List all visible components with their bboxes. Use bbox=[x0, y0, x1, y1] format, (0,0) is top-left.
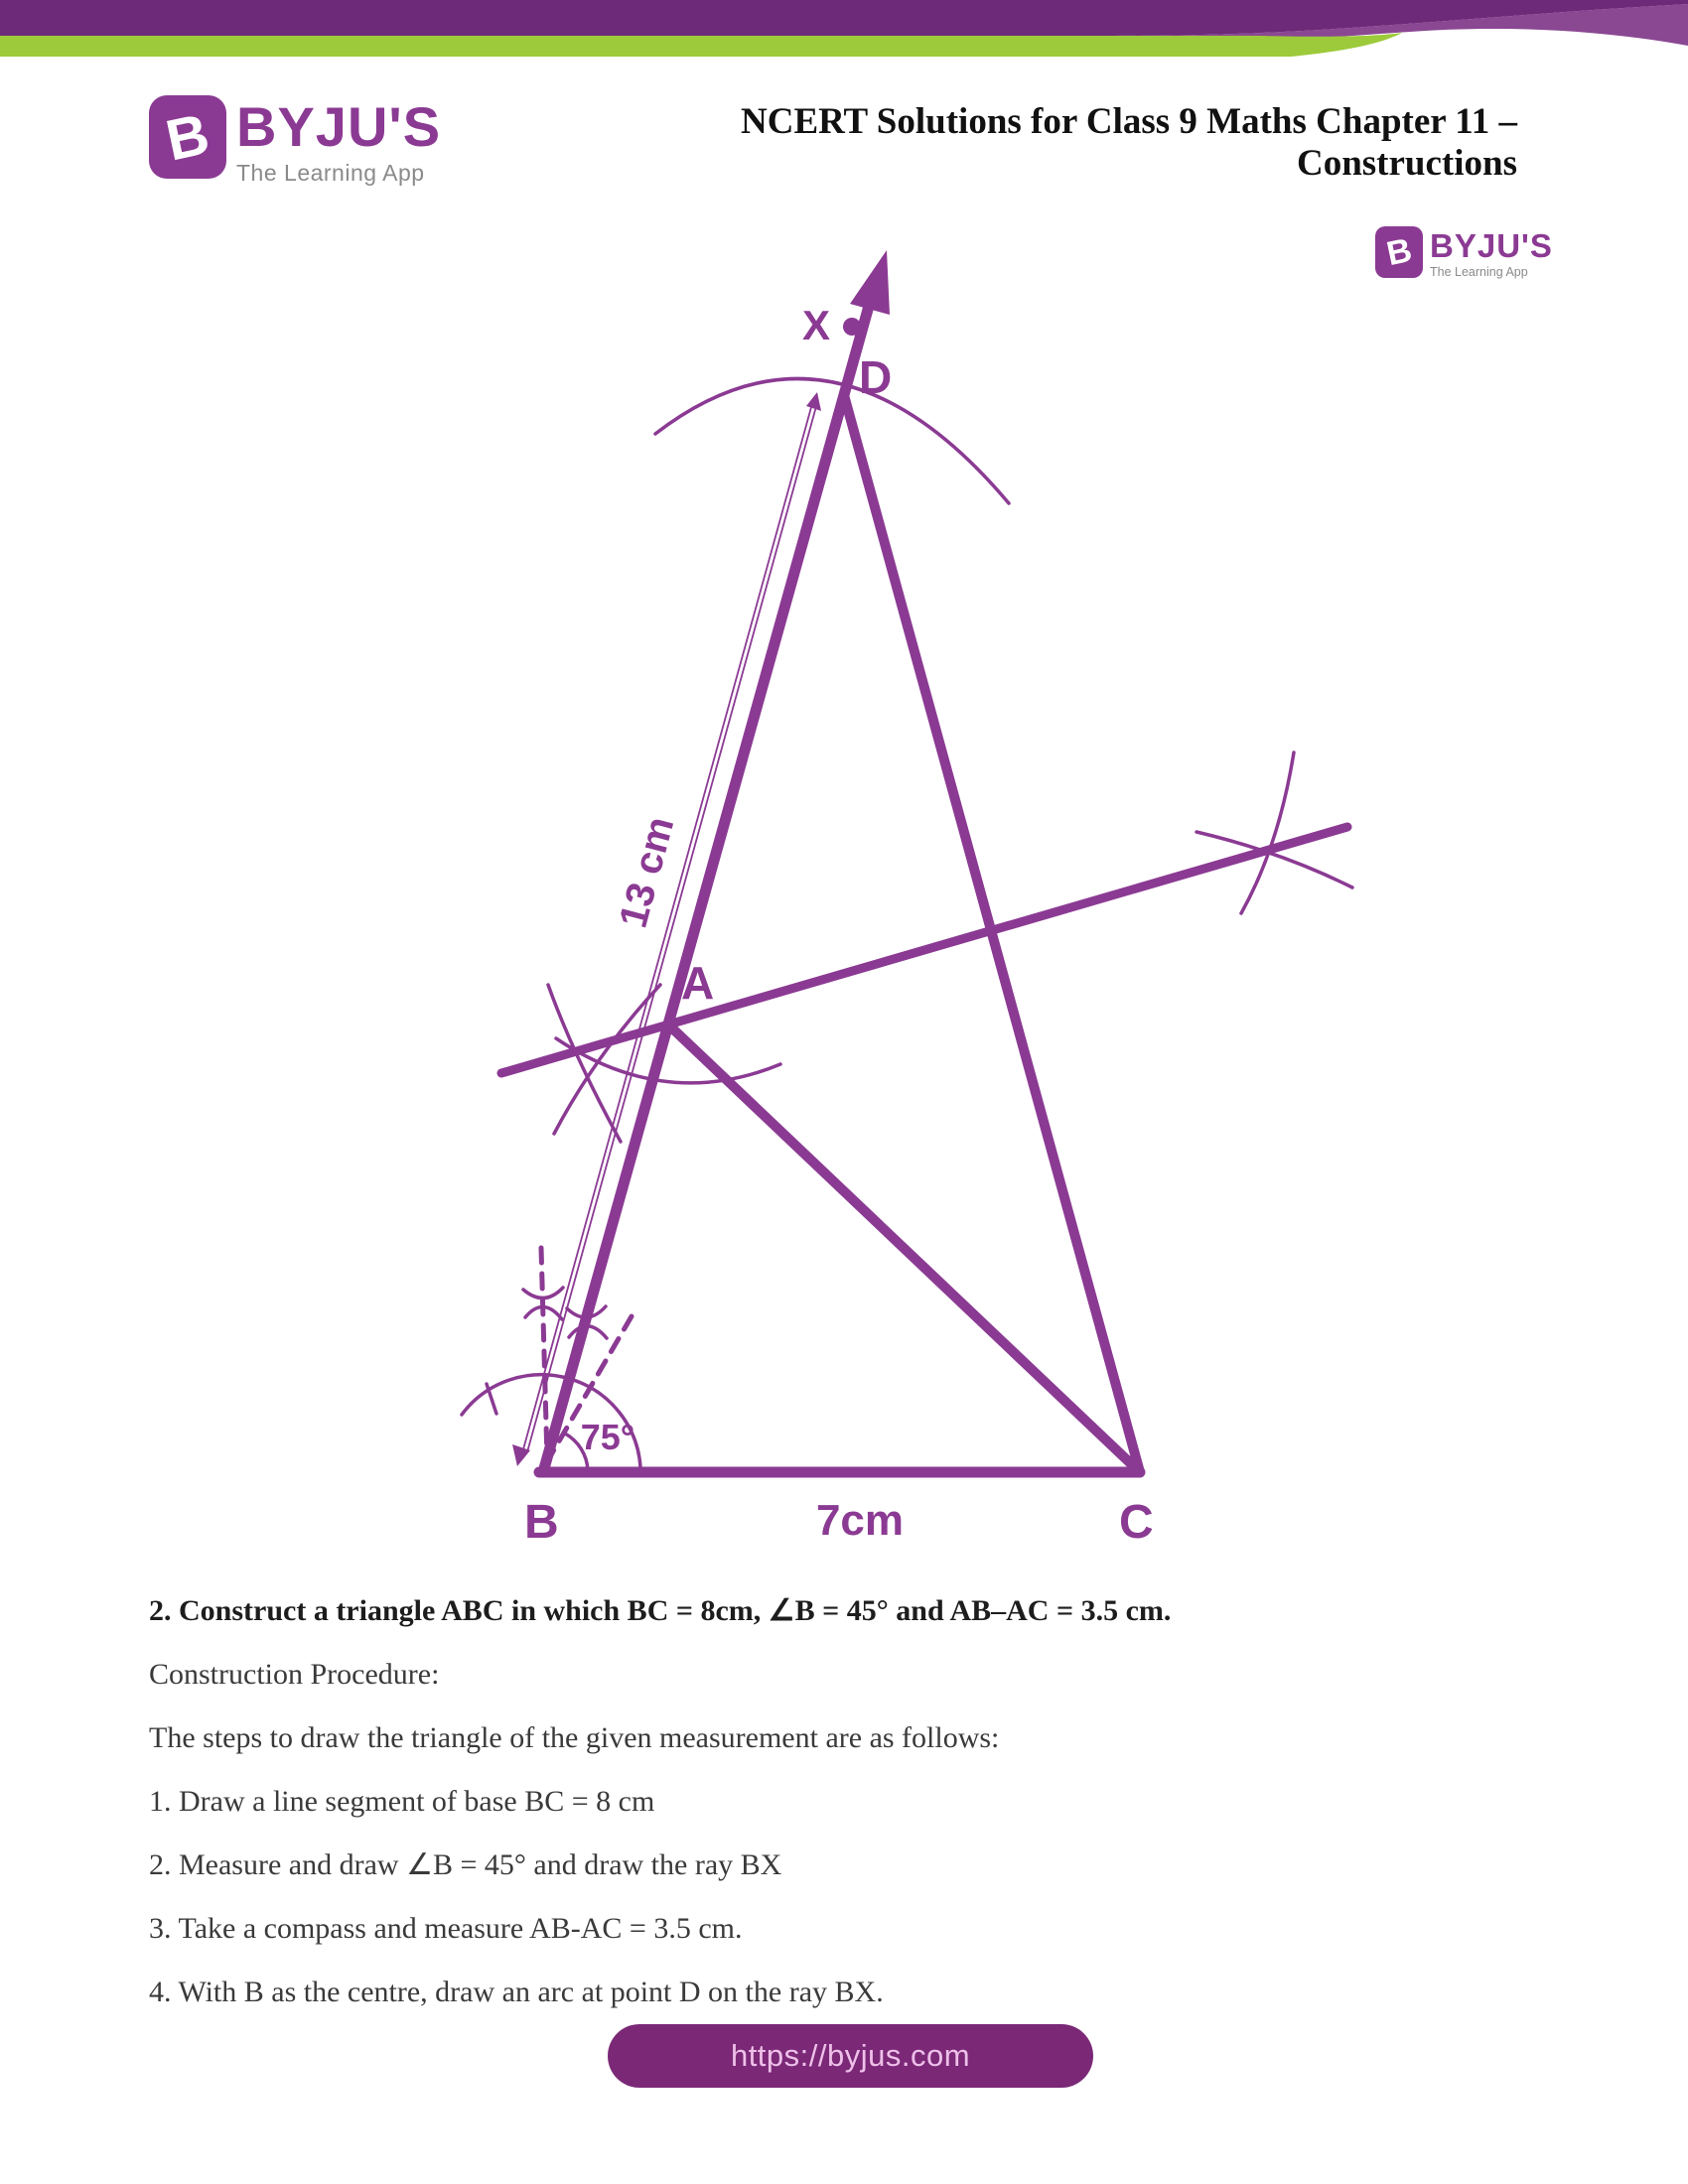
construction-arcs bbox=[462, 378, 1352, 1470]
byjus-corner-logo-letter: B bbox=[1382, 230, 1415, 273]
byjus-logo-icon bbox=[149, 95, 226, 179]
dashed-ray-90 bbox=[541, 1248, 547, 1458]
label-X: X bbox=[802, 302, 831, 348]
page-title-line2: Constructions bbox=[1296, 143, 1517, 184]
bisector-arc-A-1 bbox=[548, 985, 621, 1142]
ray-BX bbox=[543, 299, 871, 1472]
byjus-corner-logo-tagline: The Learning App bbox=[1430, 265, 1528, 279]
label-B: B bbox=[524, 1496, 559, 1549]
label-D: D bbox=[859, 351, 893, 403]
label-75deg: 75° bbox=[580, 1417, 635, 1457]
procedure-step-4: 4. With B as the centre, draw an arc at point D on the ray BX. bbox=[149, 1976, 884, 2008]
procedure-intro: The steps to draw the triangle of the given measurement are as follows: bbox=[149, 1721, 1000, 1754]
segment-AC bbox=[668, 1024, 1140, 1472]
point-X-dot bbox=[843, 318, 861, 336]
top-banner-decoration bbox=[0, 0, 1688, 69]
dimension-line-13cm bbox=[512, 392, 821, 1466]
banner-dark-purple-band bbox=[0, 0, 1688, 36]
byjus-corner-logo-name: BYJU'S bbox=[1430, 227, 1553, 264]
question-text: 2. Construct a triangle ABC in which BC = 8cm, ∠B = 45° and AB–AC = 3.5 cm. bbox=[149, 1594, 1172, 1627]
byjus-logo-letter: B bbox=[160, 100, 215, 174]
procedure-step-1: 1. Draw a line segment of base BC = 8 cm bbox=[149, 1785, 655, 1818]
solution-text bbox=[149, 1594, 1400, 2039]
dimension-arrow-top bbox=[806, 392, 821, 411]
procedure-step-2: 2. Measure and draw ∠B = 45° and draw the ray BX bbox=[149, 1848, 782, 1881]
byjus-logo-name: BYJU'S bbox=[236, 95, 442, 158]
ray-BX-arrowhead bbox=[850, 250, 890, 315]
page-title-line1: NCERT Solutions for Class 9 Maths Chapter 11 – bbox=[741, 101, 1517, 142]
bisector-arc-right-1 bbox=[1241, 752, 1294, 913]
byjus-logo-tagline: The Learning App bbox=[236, 160, 425, 186]
byjus-logo bbox=[149, 95, 441, 185]
dimension-arrow-bottom bbox=[512, 1444, 530, 1466]
label-A: A bbox=[681, 957, 715, 1009]
label-7cm: 7cm bbox=[815, 1496, 905, 1545]
procedure-step-3: 3. Take a compass and measure AB-AC = 3.5 cm. bbox=[149, 1912, 743, 1945]
label-C: C bbox=[1119, 1496, 1154, 1549]
footer-url-button[interactable] bbox=[608, 2024, 1093, 2088]
page-title bbox=[624, 101, 1517, 185]
footer-url-text: https://byjus.com bbox=[730, 2038, 971, 2073]
banner-green-band bbox=[0, 33, 1402, 57]
label-13cm: 13 cm bbox=[611, 812, 683, 933]
procedure-heading: Construction Procedure: bbox=[149, 1658, 440, 1691]
construction-diagram bbox=[338, 228, 1410, 1559]
figure-labels bbox=[524, 302, 1154, 1549]
